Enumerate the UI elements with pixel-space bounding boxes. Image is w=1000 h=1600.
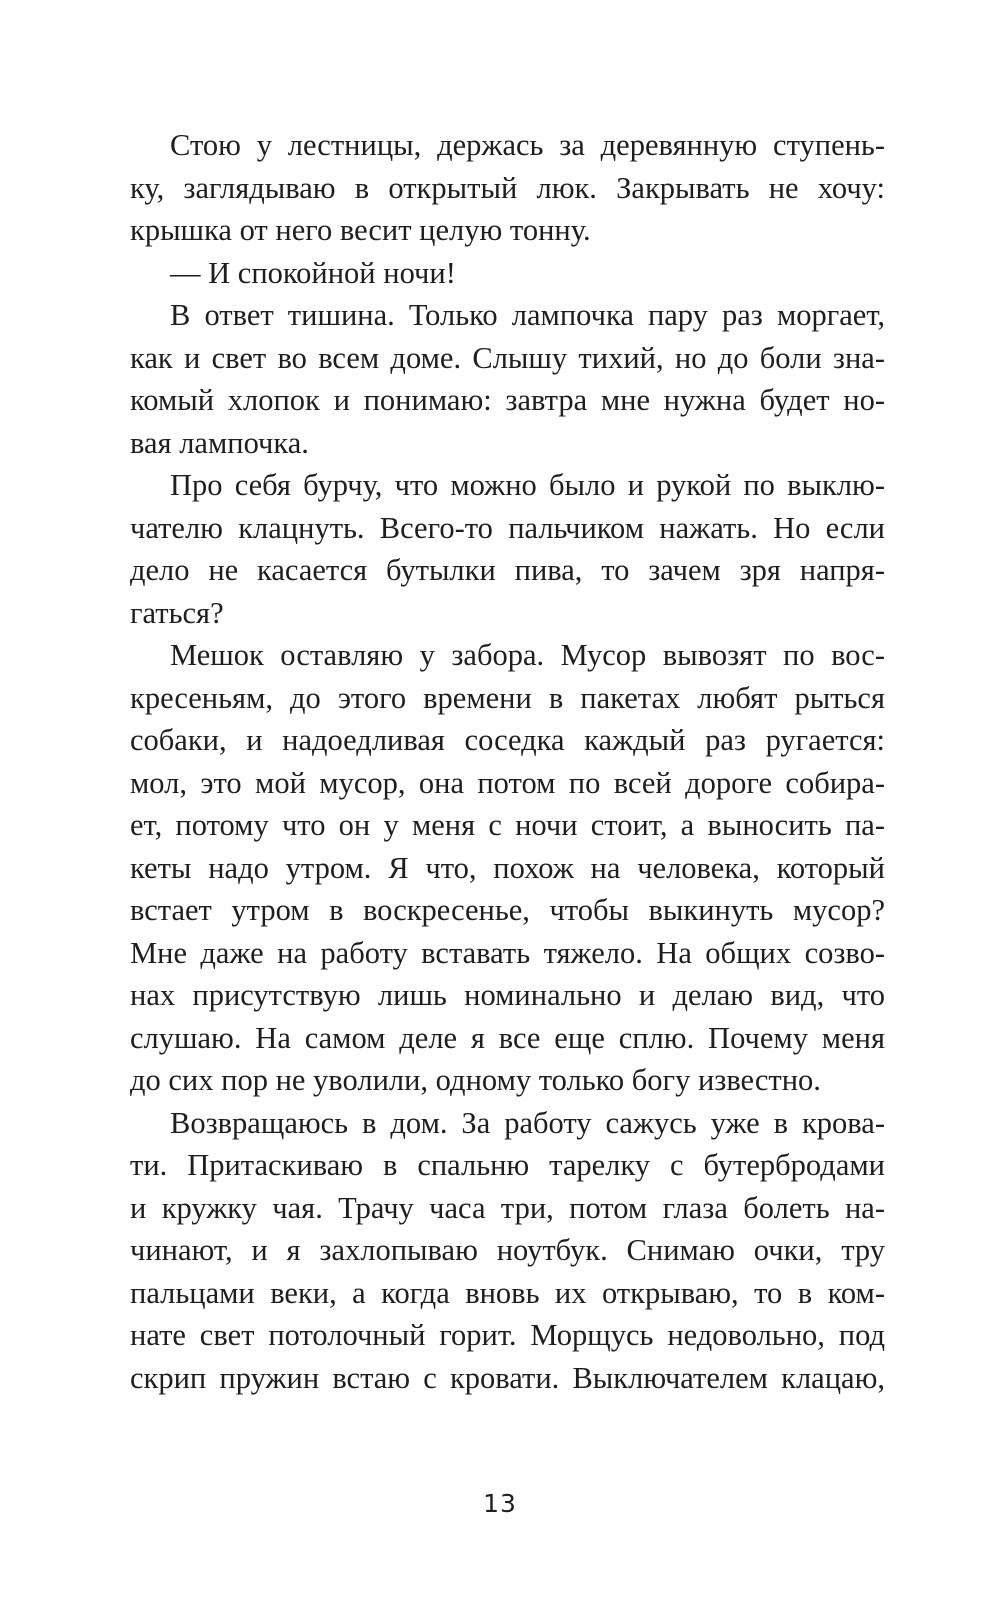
text-line: гаться?: [130, 595, 224, 630]
text-line: чинают, и я захлопываю ноутбук. Снимаю очки, тру: [130, 1233, 885, 1267]
text-line: как и свет во всем доме. Слышу тихий, но до боли зна-: [130, 340, 885, 375]
text-line: ку, заглядываю в открытый люк. Закрывать не хочу:: [130, 170, 885, 205]
text-line: В ответ тишина. Только лампочка пару раз моргает,: [170, 298, 885, 332]
text-line: Мне даже на работу вставать тяжело. На общих созво-: [130, 935, 885, 970]
text-line: собаки, и надоедливая соседка каждый раз ругается:: [130, 723, 885, 757]
text-line: кресеньям, до этого времени в пакетах любят рыться: [130, 680, 885, 715]
text-line: пальцами веки, а когда вновь их открываю, то в ком-: [130, 1275, 885, 1310]
text-line: Мешок оставляю у забора. Мусор вывозят по вос-: [170, 638, 885, 672]
text-line: кеты надо утром. Я что, похож на человека, который: [130, 850, 885, 885]
text-line: скрип пружин встаю с кровати. Выключателем клацаю,: [130, 1360, 885, 1395]
text-line: вая лампочка.: [130, 425, 309, 460]
text-line: Стою у лестницы, держась за деревянную ступень-: [170, 128, 885, 162]
text-line: комый хлопок и понимаю: завтра мне нужна будет но-: [130, 383, 885, 417]
text-line: ти. Притаскиваю в спальню тарелку с бутербродами: [130, 1148, 885, 1182]
text-line: и кружку чая. Трачу часа три, потом глаза болеть на-: [130, 1190, 885, 1225]
page-body-text: [130, 124, 885, 1399]
text-line: нате свет потолочный горит. Морщусь недовольно, под: [130, 1318, 885, 1352]
text-line: мол, это мой мусор, она потом по всей дороге собира-: [130, 765, 885, 800]
text-line: дело не касается бутылки пива, то зачем зря напря-: [130, 553, 885, 587]
text-line: Про себя бурчу, что можно было и рукой по выклю-: [170, 468, 885, 502]
text-line: встает утром в воскресенье, чтобы выкинуть мусор?: [130, 893, 885, 927]
text-line: чателю клацнуть. Всего-то пальчиком нажать. Но если: [130, 510, 885, 545]
text-line: Возвращаюсь в дом. За работу сажусь уже в крова-: [170, 1105, 885, 1140]
page-number: 13: [483, 1489, 517, 1518]
text-line: — И спокойной ночи!: [170, 255, 456, 290]
text-line: ет, потому что он у меня с ночи стоит, а выносить па-: [130, 808, 885, 842]
text-line: слушаю. На самом деле я все еще сплю. Почему меня: [130, 1020, 885, 1055]
text-line: нах присутствую лишь номинально и делаю вид, что: [130, 978, 885, 1012]
text-line: крышка от него весит целую тонну.: [130, 213, 591, 247]
text-line: до сих пор не уволили, одному только богу известно.: [130, 1063, 821, 1097]
